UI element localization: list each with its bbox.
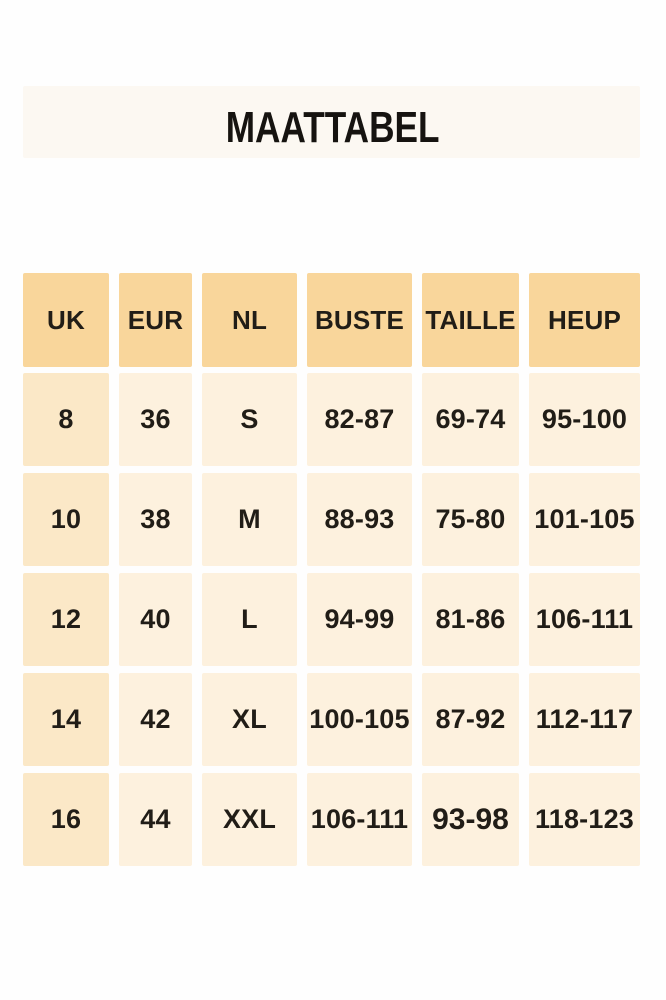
size-table [23,273,640,866]
size-cell: 14 [23,673,109,766]
header-cell-taille: TAILLE [422,273,519,367]
size-cell: L [202,573,297,666]
size-cell: 88-93 [307,473,412,566]
header-cell-buste: BUSTE [307,273,412,367]
size-cell: XL [202,673,297,766]
header-cell-nl: NL [202,273,297,367]
size-cell: M [202,473,297,566]
size-cell: 87-92 [422,673,519,766]
size-cell: 112-117 [529,673,640,766]
size-cell: 81-86 [422,573,519,666]
size-cell: S [202,373,297,466]
size-cell: 16 [23,773,109,866]
size-cell: 44 [119,773,192,866]
size-cell: 106-111 [529,573,640,666]
size-cell: 40 [119,573,192,666]
size-cell: 95-100 [529,373,640,466]
size-cell: 118-123 [529,773,640,866]
size-cell: 82-87 [307,373,412,466]
size-cell: XXL [202,773,297,866]
page-title-text: MAATTABEL [226,103,440,152]
size-cell: 101-105 [529,473,640,566]
size-cell: 8 [23,373,109,466]
size-cell: 100-105 [307,673,412,766]
size-cell: 69-74 [422,373,519,466]
size-cell: 75-80 [422,473,519,566]
size-cell: 38 [119,473,192,566]
size-cell: 94-99 [307,573,412,666]
header-cell-uk: UK [23,273,109,367]
size-cell: 12 [23,573,109,666]
size-cell: 42 [119,673,192,766]
size-cell: 36 [119,373,192,466]
page-title [0,103,666,153]
header-cell-heup: HEUP [529,273,640,367]
header-cell-eur: EUR [119,273,192,367]
size-cell: 93-98 [422,773,519,866]
size-cell: 10 [23,473,109,566]
size-cell: 106-111 [307,773,412,866]
